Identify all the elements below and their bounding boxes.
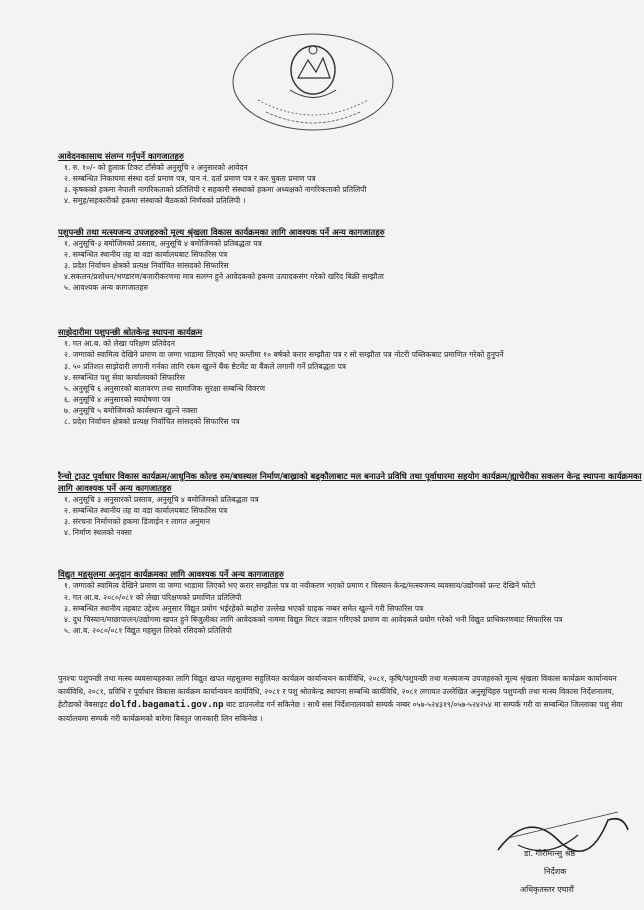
section-heading: विद्युत महसुलमा अनुदान कार्यक्रमका लागि आवश्यक पर्ने अन्य कागजातहरु [58, 569, 284, 579]
section-electricity-subsidy [58, 568, 644, 636]
list-item: ३. ५० प्रतिशत साझेदारी लगानी गर्नका लागि रकम खुल्ने बैंक ष्टेटमेंट वा बैंकले लगानी गर्ने प्रतिबद्धता पत्र [64, 361, 347, 371]
list-item: ४. दुध चिस्यान/माछापालन/उद्योगमा खपत हुने बिजुलीका लागि आवेदकको नाममा विद्युत मिटर जडान गरिएको प्रमाण वा आवेदकले प्रयोग गरेको भनी विद्युत प्राधिकरणबाट सिफारिस पत्र [64, 614, 563, 624]
signatory-name: डा. गौरीमान्सु श्रेष्ठ [524, 849, 576, 858]
list-item: २. सम्बन्धित स्थानीय तह वा वडा कार्यालयबाट सिफारिस पत्र [64, 506, 228, 515]
directorate-seal [228, 30, 398, 135]
section-heading: साझेदारीमा पशुपन्छी श्रोतकेन्द्र स्थापना कार्यक्रम [58, 327, 203, 337]
postscript-text: पुनश्चः पशुपन्छी तथा मत्स्य व्यवसायहरुका लागि विद्युत खपत महसुलमा सहुलियत कार्यक्रम कार्यान्वयन कार्यविधि, २०८१, कृषि/पशुपन्छी तथा मत्स्यजन्य उपजहरुको मूल्य श्रृंखला विकास कार्यक्रम कार्यान्वयन कार्यविधि, २०८१, प्रविधि र पूर्वाधार विकास कार्यक्रम कार्यान्वयन कार्यविधि, २०८१ र पशु श्रोतकेन्द्र स्थापना सम्बन्धि कार्यविधि, २०८१ लगायत उल्लेखित अनुसूचिहरु पशुपन्छी तथा मत्स्य विकास निर्देशनालय, हेटौडाको वेबसाइट [58, 674, 617, 709]
section-value-chain [58, 226, 644, 293]
section-application-documents [58, 150, 644, 206]
list-item: ४.सकलन/प्रशोधन/भण्डारण/बजारीकरणमा मात्र सलग्न हुने आवेदकको हकमा उत्पादकसंग गरेको खरिद बिक्री सम्झौता [64, 272, 384, 281]
signatory-rank: अधिकृतस्तर एघारौं [520, 885, 574, 894]
list-item: ६. अनुसूचि ४ अनुसारको स्वघोषणा पत्र [64, 394, 171, 404]
list-item: ४. निर्माण स्थलको नक्सा [64, 528, 132, 537]
list-item: १. रु. १०/- को हुलाक टिकट टाँसेको अनुसूचि २ अनुसारको आवेदन [64, 163, 248, 172]
list-item: १. गत आ.ब. को लेखा परिक्षण प्रतिवेदन [64, 339, 175, 348]
list-item: ४. समुह/सहकारीको हकमा संस्थाको बैठकको निर्णयको प्रतिलिपी । [64, 196, 246, 205]
list-item: ८. प्रदेश निर्वाचन क्षेत्रको प्रत्यक्ष निर्वाचित सांसदको सिफारिस पत्र [64, 416, 240, 426]
section-heading: पशुपन्छी तथा मत्स्यजन्य उपजहरुको मूल्य श्रृंखला विकास कार्यक्रमका लागि आवश्यक पर्ने अन्य कागजातहरु [58, 227, 385, 237]
list-item: ५. अनुसूचि ६ अनुसारको बातावरण तथा सामाजिक सुरक्षा सम्बन्धि विवरण [64, 383, 265, 393]
section-heading: रैन्चो ट्राउट पूर्वाधार विकास कार्यक्रम/आधुनिक कोल्ड रुम/बधस्थल निर्माण/बाख्राको बढ्कौलाबाट मल बनाउने प्रविधि तथा पूर्वाधारमा सहयोग कार्यक्रम/ह्याचेरीका सकलन केन्द्र स्थापना कार्यक्रमका लागि आवश्यक पर्ने अन्य कागजातहरु [58, 471, 642, 493]
section-resource-center [58, 326, 644, 427]
postscript-note [58, 672, 638, 725]
list-item: १. अनुसूचि-३ बमोजिमको प्रस्ताव, अनुसूचि ४ बमोजिमको प्रतिबद्धता पत्र [64, 239, 262, 248]
list-item: ३. प्रदेश निर्वाचन क्षेत्रको प्रत्यक्ष निर्वाचित सांसदको सिफारिस [64, 261, 229, 270]
list-item: ४. सम्बन्धित पशु सेवा कार्यालयको सिफारिस [64, 372, 185, 382]
list-item: १. अनुसूचि ३ अनुसारको प्रस्ताव, अनुसूचि ४ बमोजिमको प्रतिबद्धता पत्र [64, 495, 259, 504]
list-item: २. जग्गाको स्वामित्व देखिने प्रमाण वा जग्गा भाडामा लिएको भए कम्तीमा १० बर्षको करार सम्झौता पत्र र सो सम्झौता पत्र नोटरी पब्लिकबाट प्रमाणित गरेको हुनुपर्ने [64, 350, 504, 359]
list-item: ५. आ.ब. २०८०/०८१ विद्युत महसुल तिरेको रसिदको प्रतिलिपी [64, 626, 232, 635]
list-item: ३. संरचना निर्माणको हकमा डिजाईन र लागत अनुमान [64, 517, 210, 526]
list-item: ५. आवश्यक अन्य कागजातहरु [64, 283, 149, 292]
list-item: ७. अनुसूचि ५ बमोजिमको कार्यस्थान खुल्ने नक्सा [64, 405, 198, 415]
website-link[interactable]: dolfd.bagamati.gov.np [109, 700, 224, 710]
section-infrastructure [58, 470, 644, 538]
signatory-title: निर्देशक [544, 867, 567, 876]
list-item: १. जग्गाको स्वामित्व देखिने प्रमाण वा जग्गा भाडामा लिएको भए करार सम्झौता पत्र वा नवीकरण भएको प्रमाण र चिस्यान केन्द्र/मत्स्यजन्य व्यवसाय/उद्योगको फ्रन्ट देखिने फोटो [64, 581, 536, 590]
list-item: २. सम्बन्धित स्थानीय तह वा वडा कार्यालयबाट सिफारिस पत्र [64, 250, 228, 259]
list-item: ३. कृषकको हकमा नेपाली नागरिकताको प्रतिलिपी र सहकारी संस्थाको हकमा अध्यक्षको नागरिकताको प्रतिलिपी [64, 185, 367, 194]
list-item: ३. सम्बन्धित स्थानीय तहबाट उद्देश्य अनुसार विद्युत प्रयोग भईरहेको ब्यहोरा उल्लेख भएको ग्राहक नम्बर समेत खुल्ने गरी सिफारिस पत्र [64, 603, 424, 613]
list-item: २. सम्बन्धित निकायमा संस्था दर्ता प्रमाण पत्र, पान नं. दर्ता प्रमाण पत्र र कर चुक्ता प्रमाण पत्र [64, 174, 316, 183]
postscript-text-end: बाट डाउनलोड गर्न सकिनेछ । साथै सस निर्देशनालयको सम्पर्क नम्बर ०५७-५२४३१९/०५७-५२४२५४ मा सम्पर्क गरी वा सम्बन्धित जिल्लाका पशु सेवा कार्यालयमा सम्पर्क गरी कार्यक्रमको बारेमा बिस्तृत जानकारी लिन सकिनेछ । [58, 700, 623, 723]
list-item: २. गत आ.ब. २०८०/०८१ को लेखा परिक्षणको प्रमाणित प्रतिलिपी [64, 592, 242, 602]
section-heading: आवेदनकासाथ संलग्न गर्नुपर्ने कागजातहरु [58, 151, 184, 161]
